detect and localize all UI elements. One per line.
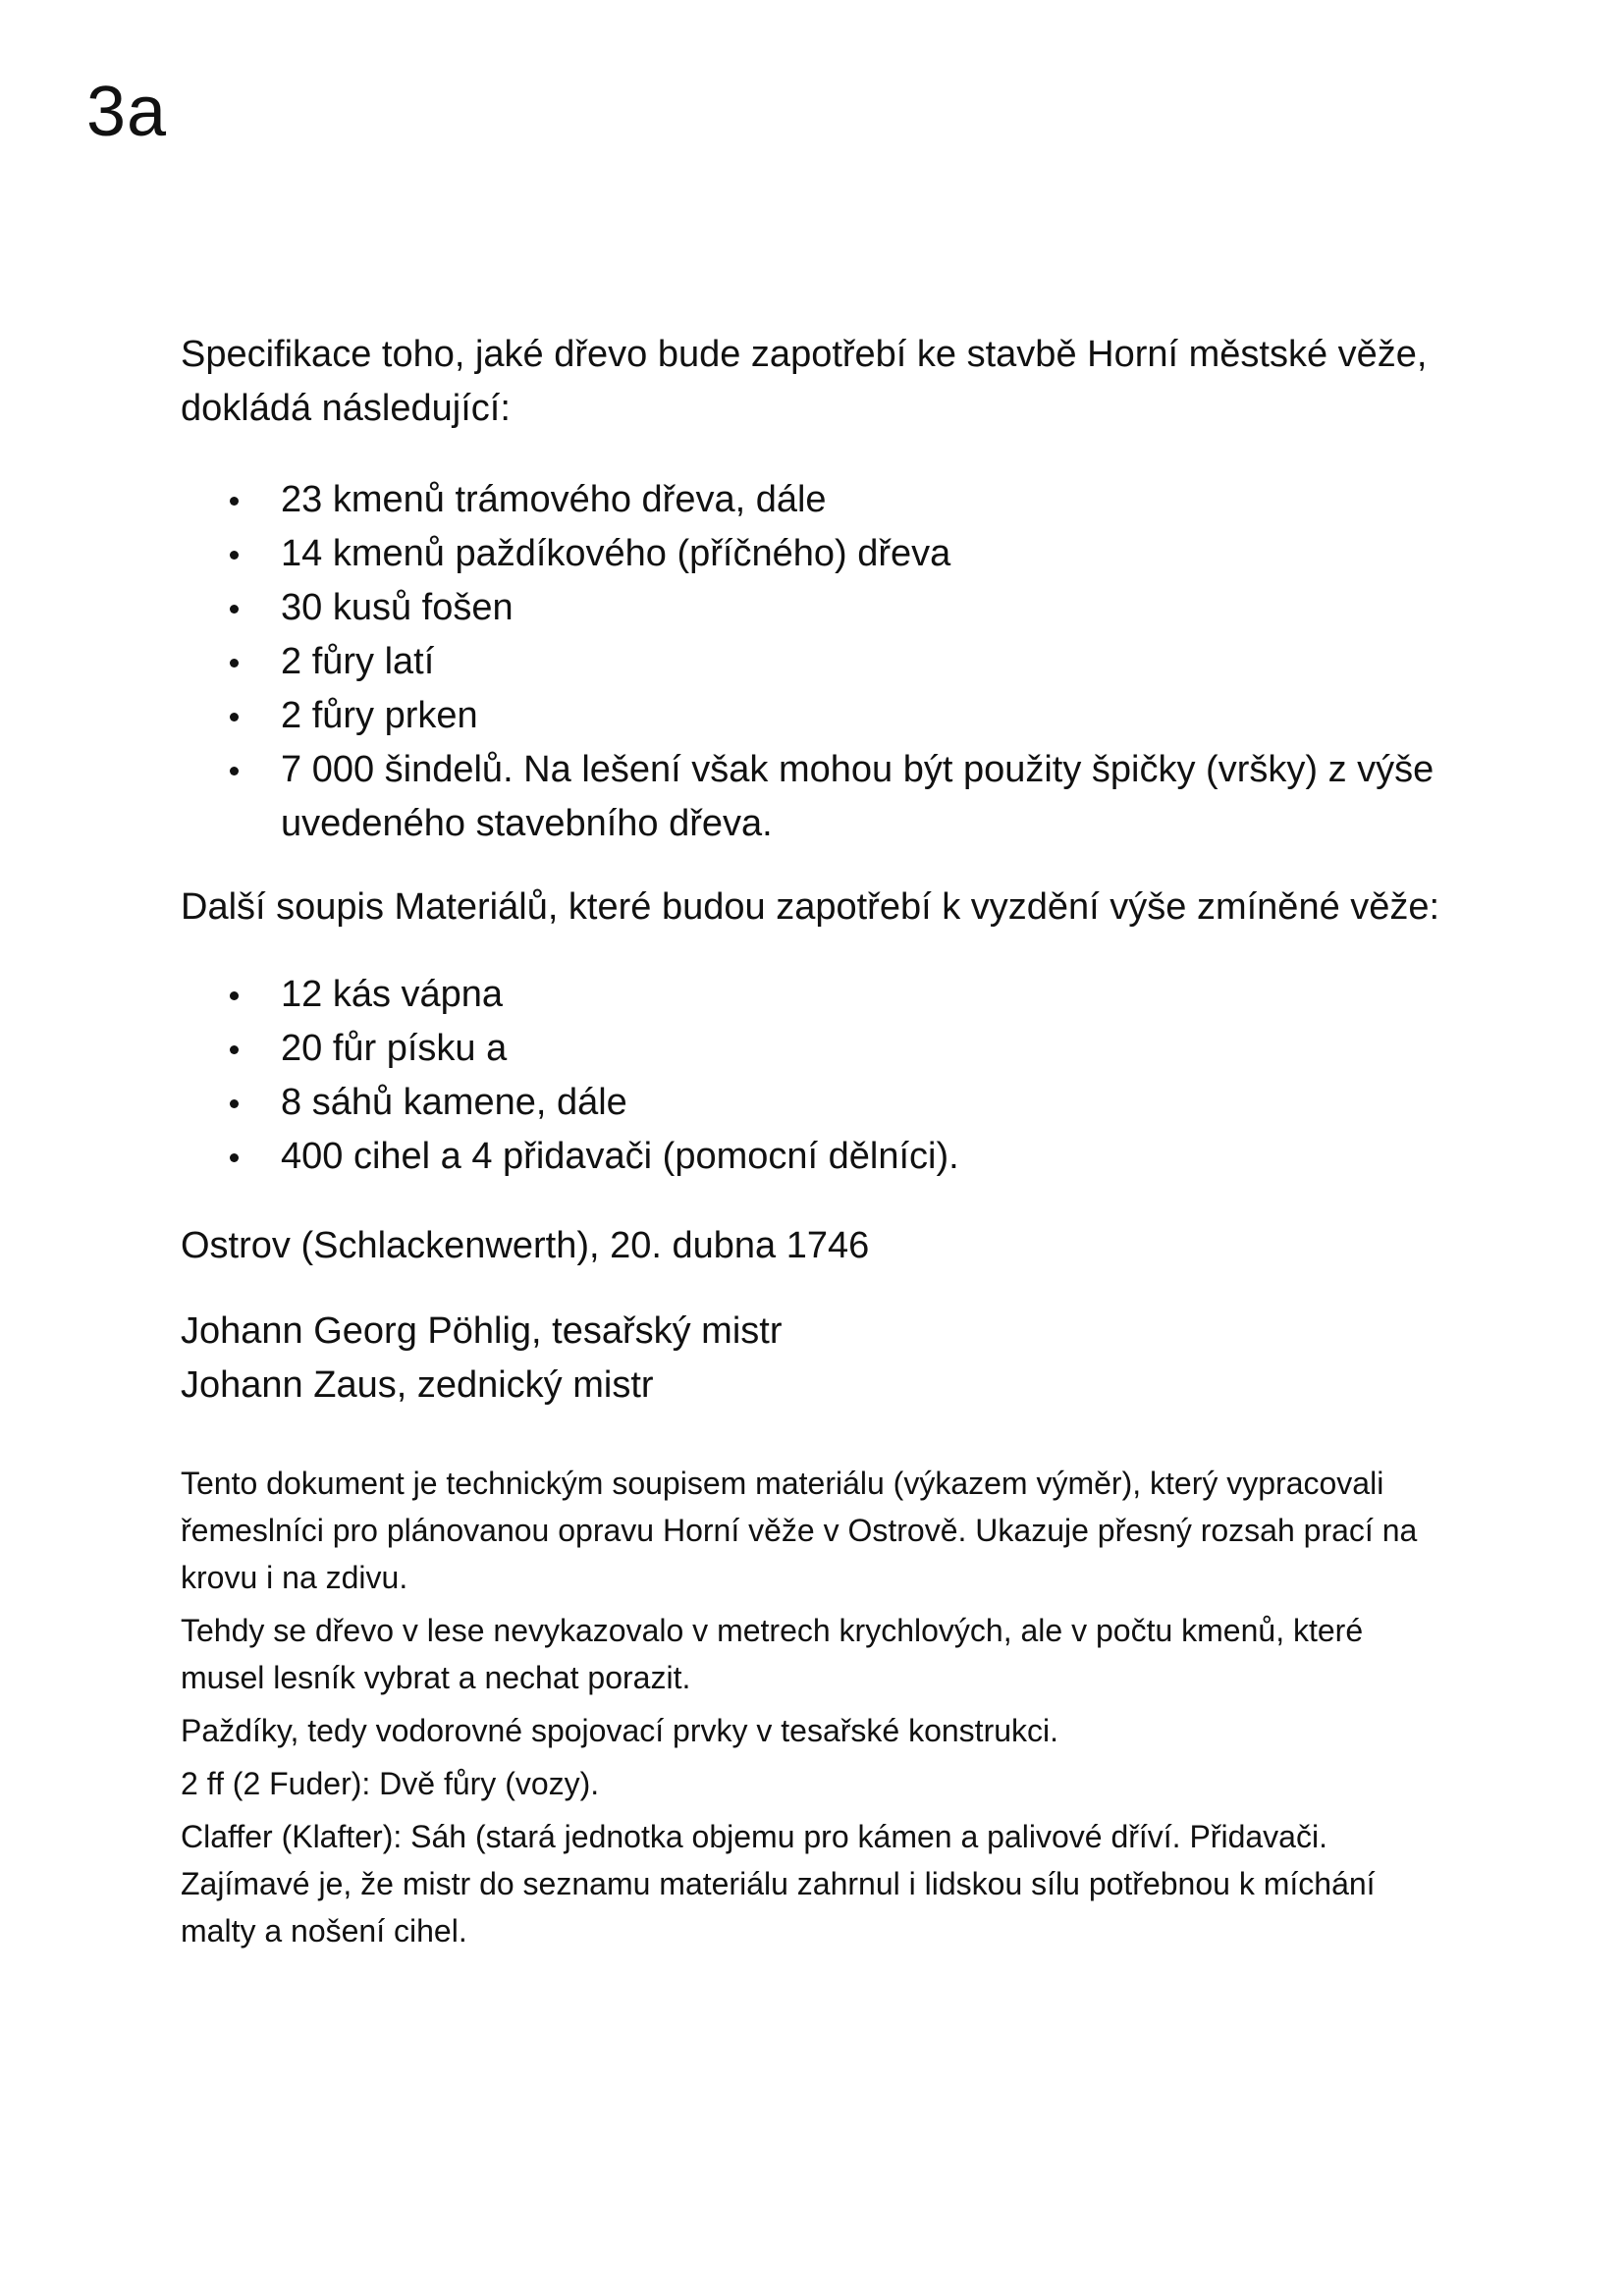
page-label: 3a bbox=[86, 73, 168, 151]
signature-carpenter: Johann Georg Pöhlig, tesařský mistr bbox=[181, 1310, 783, 1352]
wood-list bbox=[181, 473, 1447, 851]
materials-intro: Další soupis Materiálů, které budou zapotřebí k vyzdění výše zmíněné věže: bbox=[181, 886, 1440, 928]
bullet-icon bbox=[230, 1153, 239, 1162]
list-item: 7 000 šindelů. Na lešení však mohou být použity špičky (vršky) z výše uvedeného stavebního dřeva. bbox=[181, 743, 1447, 851]
document-body bbox=[181, 328, 1447, 1954]
list-item: 20 fůr písku a bbox=[181, 1022, 1447, 1076]
intro-paragraph: Specifikace toho, jaké dřevo bude zapotřebí ke stavbě Horní městské věže, dokládá následující: bbox=[181, 334, 1428, 429]
bullet-icon bbox=[230, 659, 239, 667]
signature-mason: Johann Zaus, zednický mistr bbox=[181, 1364, 654, 1406]
list-item: 2 fůry latí bbox=[181, 635, 1447, 689]
list-item: 23 kmenů trámového dřeva, dále bbox=[181, 473, 1447, 527]
bullet-icon bbox=[230, 991, 239, 1000]
list-item: 400 cihel a 4 přidavači (pomocní dělníci). bbox=[181, 1130, 1447, 1184]
bullet-icon bbox=[230, 497, 239, 506]
place-date: Ostrov (Schlackenwerth), 20. dubna 1746 bbox=[181, 1225, 870, 1266]
note-paragraph: Claffer (Klafter): Sáh (stará jednotka objemu pro kámen a palivové dříví. Přidavači. Zajímavé je, že mistr do seznamu materiálu zahrnul i lidskou sílu potřebnou k míchání malty a nošení cihel. bbox=[181, 1819, 1376, 1949]
list-item: 14 kmenů paždíkového (příčného) dřeva bbox=[181, 527, 1447, 581]
list-item: 30 kusů fošen bbox=[181, 581, 1447, 635]
note-paragraph: 2 ff (2 Fuder): Dvě fůry (vozy). bbox=[181, 1766, 600, 1801]
bullet-icon bbox=[230, 713, 239, 721]
list-item: 8 sáhů kamene, dále bbox=[181, 1076, 1447, 1130]
bullet-icon bbox=[230, 1045, 239, 1054]
list-item: 2 fůry prken bbox=[181, 689, 1447, 743]
list-item: 12 kás vápna bbox=[181, 968, 1447, 1022]
note-paragraph: Tehdy se dřevo v lese nevykazovalo v metrech krychlových, ale v počtu kmenů, které musel lesník vybrat a nechat porazit. bbox=[181, 1613, 1364, 1695]
note-paragraph: Tento dokument je technickým soupisem materiálu (výkazem výměr), který vypracovali řemeslníci pro plánovanou opravu Horní věže v Ostrově. Ukazuje přesný rozsah prací na krovu i na zdivu. bbox=[181, 1466, 1418, 1595]
materials-list bbox=[181, 968, 1447, 1184]
bullet-icon bbox=[230, 551, 239, 560]
bullet-icon bbox=[230, 1099, 239, 1108]
bullet-icon bbox=[230, 605, 239, 614]
bullet-icon bbox=[230, 767, 239, 775]
note-paragraph: Paždíky, tedy vodorovné spojovací prvky v tesařské konstrukci. bbox=[181, 1713, 1059, 1748]
